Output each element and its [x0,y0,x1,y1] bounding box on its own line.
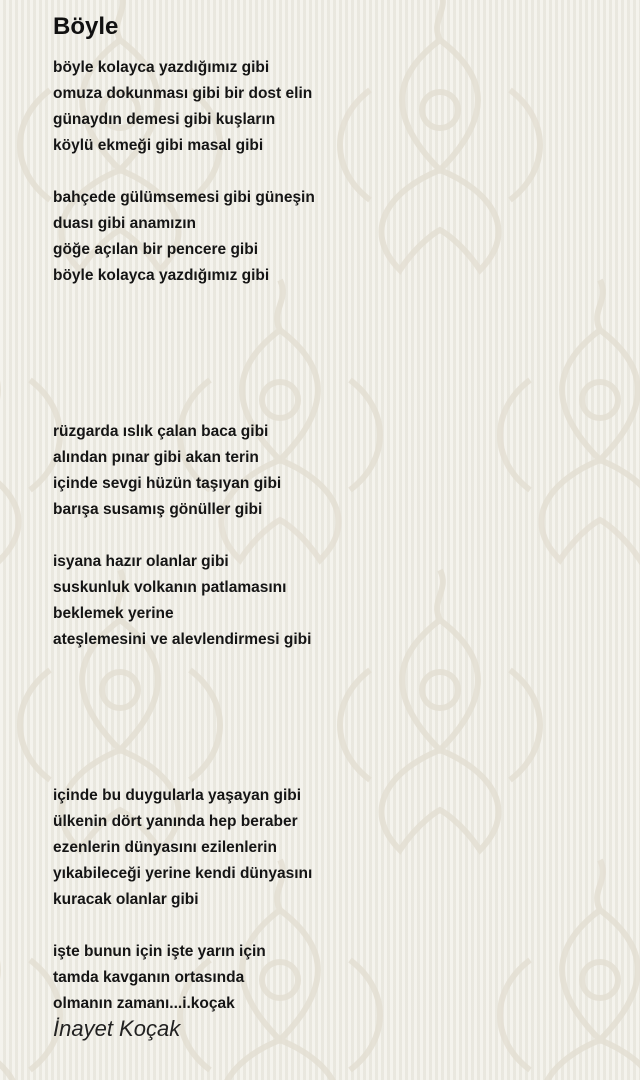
poem-line: tamda kavganın ortasında [53,969,245,986]
poem-line: duası gibi anamızın [53,215,196,232]
poem-line: bahçede gülümsemesi gibi güneşin [53,189,315,206]
poem-line: böyle kolayca yazdığımız gibi [53,267,270,284]
poem-line: isyana hazır olanlar gibi [53,553,229,570]
poem-line: suskunluk volkanın patlamasını [53,579,287,596]
poem-line: böyle kolayca yazdığımız gibi [53,59,270,76]
poem-line: olmanın zamanı...i.koçak [53,995,235,1012]
poem-title: Böyle [53,13,119,40]
poem-line: alından pınar gibi akan terin [53,449,259,466]
poem-line: rüzgarda ıslık çalan baca gibi [53,423,269,440]
poem-line: günaydın demesi gibi kuşların [53,111,276,128]
poem-line: köylü ekmeği gibi masal gibi [53,137,264,154]
poem-line: ateşlemesini ve alevlendirmesi gibi [53,631,312,648]
poem-stanza-6 [53,939,613,1017]
poem-stanza-4 [53,549,613,653]
poem-line: barışa susamış gönüller gibi [53,501,263,518]
poem-line: işte bunun için işte yarın için [53,943,266,960]
poem-line: içinde sevgi hüzün taşıyan gibi [53,475,282,492]
poem-line: ülkenin dört yanında hep beraber [53,813,298,830]
poem-line: yıkabileceği yerine kendi dünyasını [53,865,313,882]
poem-author: İnayet Koçak [53,1016,181,1041]
poem-line: ezenlerin dünyasını ezilenlerin [53,839,277,856]
poem-line: kuracak olanlar gibi [53,891,199,908]
poem-line: göğe açılan bir pencere gibi [53,241,258,258]
poem-stanza-2 [53,185,613,289]
poem-line: omuza dokunması gibi bir dost elin [53,85,313,102]
poem-page [53,12,613,1043]
poem-stanza-1 [53,55,613,159]
poem-line: içinde bu duygularla yaşayan gibi [53,787,302,804]
poem-stanza-5 [53,783,613,913]
poem-stanza-3 [53,419,613,523]
poem-line: beklemek yerine [53,605,174,622]
